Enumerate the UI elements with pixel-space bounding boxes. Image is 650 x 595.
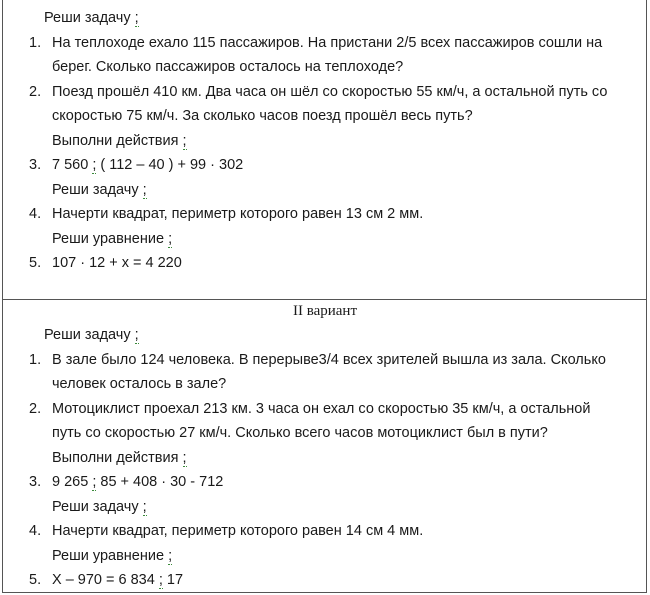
table-divider	[2, 299, 647, 300]
semicolon-mark: ;	[142, 181, 147, 198]
task-number: 1.	[29, 351, 42, 368]
task-text: В зале было 124 человека. В перерыве3/4 всех зрителей вышла из зала. Сколько	[52, 351, 606, 368]
task-text-continuation: путь со скоростью 27 км/ч. Сколько всего часов мотоциклист был в пути?	[52, 425, 548, 441]
variant-2-section	[0, 301, 650, 593]
task-heading: Реши уравнение ;	[52, 230, 173, 247]
variant-1-section	[0, 6, 650, 276]
task-item	[0, 519, 650, 544]
variant-title: II вариант	[292, 303, 358, 319]
task-text: 7 560 ; ( 112 – 40 ) + 99 · 302	[52, 157, 244, 173]
task-number: 5.	[29, 572, 42, 588]
semicolon-mark: ;	[134, 10, 139, 26]
task-item	[0, 31, 650, 56]
task-item	[0, 470, 650, 495]
semicolon-mark: ;	[92, 157, 97, 173]
task-number: 4.	[29, 523, 42, 539]
task-text: Поезд прошёл 410 км. Два часа он шёл со скоростью 55 км/ч, а остальной путь со	[52, 83, 608, 100]
task-item	[0, 153, 650, 178]
task-text: Начерти квадрат, периметр которого равен 13 см 2 мм.	[52, 206, 424, 222]
task-text: Х – 970 = 6 834 ; 17	[52, 572, 184, 588]
task-item	[0, 251, 650, 276]
task-heading: Реши задачу ;	[44, 10, 139, 26]
task-number: 5.	[29, 255, 42, 271]
task-heading: Выполни действия ;	[52, 132, 187, 149]
task-text: 9 265 ; 85 + 408 · 30 - 712	[52, 474, 224, 490]
task-item	[0, 348, 650, 373]
variant-2-lines	[0, 323, 650, 593]
task-number: 2.	[29, 83, 42, 100]
task-text: Начерти квадрат, периметр которого равен 14 см 4 мм.	[52, 523, 424, 539]
task-heading: Выполни действия ;	[52, 449, 187, 466]
semicolon-mark: ;	[168, 230, 173, 247]
task-number: 4.	[29, 206, 42, 222]
task-heading: Реши задачу ;	[52, 181, 147, 198]
task-number: 1.	[29, 34, 42, 51]
task-heading: Реши задачу ;	[52, 498, 147, 515]
semicolon-mark: ;	[158, 572, 163, 588]
semicolon-mark: ;	[182, 132, 187, 149]
task-item	[0, 568, 650, 593]
task-heading: Реши задачу ;	[44, 327, 139, 343]
task-text-continuation: человек осталось в зале?	[52, 376, 227, 392]
task-text-continuation: берег. Сколько пассажиров осталось на теплоходе?	[52, 59, 404, 75]
task-number: 3.	[29, 474, 42, 490]
semicolon-mark: ;	[168, 547, 173, 564]
task-text: Мотоциклист проехал 213 км. 3 часа он ехал со скоростью 35 км/ч, а остальной	[52, 400, 591, 417]
semicolon-mark: ;	[92, 474, 97, 490]
task-text: На теплоходе ехало 115 пассажиров. На пристани 2/5 всех пассажиров сошли на	[52, 34, 603, 51]
semicolon-mark: ;	[134, 327, 139, 343]
task-text-continuation: скоростью 75 км/ч. За сколько часов поезд прошёл весь путь?	[52, 108, 473, 124]
task-number: 3.	[29, 157, 42, 173]
task-heading: Реши уравнение ;	[52, 547, 173, 564]
task-item	[0, 397, 650, 422]
task-number: 2.	[29, 400, 42, 417]
task-item	[0, 202, 650, 227]
task-item	[0, 80, 650, 105]
semicolon-mark: ;	[182, 449, 187, 466]
semicolon-mark: ;	[142, 498, 147, 515]
task-text: 107 · 12 + х = 4 220	[52, 255, 182, 271]
